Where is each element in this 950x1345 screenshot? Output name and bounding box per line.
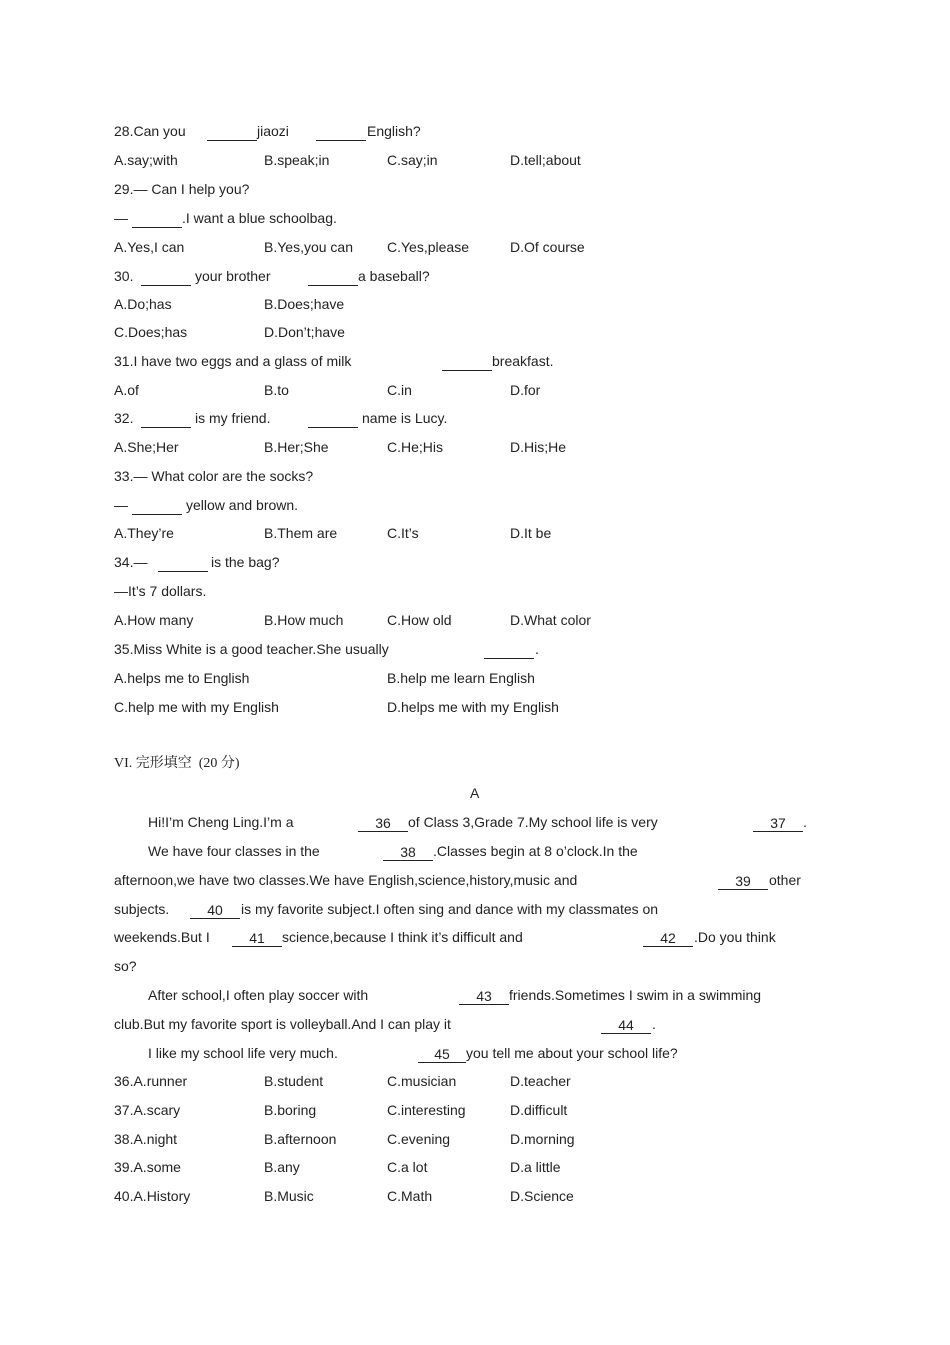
option[interactable]: B.help me learn English [387,670,535,686]
blank[interactable] [158,556,208,572]
q34-num: 34.— [114,554,148,570]
q28-mid: jiaozi [257,123,289,139]
passage-text: I like my school life very much. [148,1045,338,1061]
cloze-blank[interactable]: 41 [232,931,282,947]
passage-label: A [470,785,480,801]
option[interactable]: C.Yes,please [387,239,469,255]
option[interactable]: B.Them are [264,525,338,541]
option[interactable]: B.boring [264,1102,317,1118]
q34-end: is the bag? [211,554,280,570]
option[interactable]: A.Do;has [114,296,172,312]
option[interactable]: A.How many [114,612,194,628]
blank[interactable] [308,412,358,428]
option[interactable]: C.musician [387,1073,457,1089]
option[interactable]: B.Her;She [264,439,329,455]
passage-text: afternoon,we have two classes.We have English,science,history,music and [114,872,578,888]
option[interactable]: C.interesting [387,1102,466,1118]
q32-mid: is my friend. [195,410,271,426]
option[interactable]: D.What color [510,612,591,628]
cloze-blank[interactable]: 42 [643,931,693,947]
option[interactable]: B.any [264,1159,300,1175]
cloze-blank[interactable]: 44 [601,1018,651,1034]
q29-stem: 29.— Can I help you? [114,181,250,197]
q35-stem: 35.Miss White is a good teacher.She usually [114,641,389,657]
option[interactable]: B.How much [264,612,344,628]
option[interactable]: D.His;He [510,439,567,455]
option[interactable]: A.of [114,382,139,398]
q31-stem: 31.I have two eggs and a glass of milk [114,353,352,369]
option[interactable]: C.a lot [387,1159,428,1175]
passage-text: you tell me about your school life? [466,1045,678,1061]
option[interactable]: D.Don’t;have [264,324,345,340]
blank[interactable] [132,499,182,515]
option[interactable]: D.for [510,382,541,398]
option[interactable]: A.say;with [114,152,178,168]
option[interactable]: C.Math [387,1188,433,1204]
option[interactable]: C.say;in [387,152,438,168]
option[interactable]: D.teacher [510,1073,571,1089]
q28-stem: 28.Can you [114,123,186,139]
passage-text: We have four classes in the [148,843,320,859]
option[interactable]: 36.A.runner [114,1073,188,1089]
cloze-blank[interactable]: 43 [459,989,509,1005]
q29-answer: .I want a blue schoolbag. [182,210,337,226]
q32-end: name is Lucy. [362,410,448,426]
passage-text: weekends.But I [114,929,210,945]
option[interactable]: 40.A.History [114,1188,191,1204]
cloze-blank[interactable]: 36 [358,816,408,832]
option[interactable]: A.She;Her [114,439,179,455]
option[interactable]: A.They’re [114,525,174,541]
option[interactable]: B.student [264,1073,324,1089]
cloze-blank[interactable]: 40 [190,903,240,919]
passage-text: friends.Sometimes I swim in a swimming [509,987,762,1003]
option[interactable]: A.Yes,I can [114,239,185,255]
option[interactable]: C.in [387,382,412,398]
cloze-blank[interactable]: 37 [753,816,803,832]
dash: — [114,497,128,513]
option[interactable]: C.It’s [387,525,419,541]
option[interactable]: D.a little [510,1159,561,1175]
q33-end: yellow and brown. [186,497,299,513]
passage-text: .Classes begin at 8 o’clock.In the [433,843,638,859]
passage-text: of Class 3,Grade 7.My school life is very [408,814,658,830]
option[interactable]: D.tell;about [510,152,581,168]
blank[interactable] [316,125,366,141]
q33-stem: 33.— What color are the socks? [114,468,314,484]
blank[interactable] [132,212,182,228]
passage-text: is my favorite subject.I often sing and dance with my classmates on [241,901,659,917]
option[interactable]: C.He;His [387,439,444,455]
q34-reply: —It’s 7 dollars. [114,583,207,599]
cloze-blank[interactable]: 38 [383,845,433,861]
passage-text: subjects. [114,901,170,917]
option[interactable]: D.It be [510,525,552,541]
blank[interactable] [484,643,534,659]
option[interactable]: B.to [264,382,289,398]
cloze-blank[interactable]: 45 [418,1047,466,1063]
option[interactable]: D.helps me with my English [387,699,559,715]
passage-text: so? [114,958,137,974]
option[interactable]: C.help me with my English [114,699,279,715]
dash: — [114,210,128,226]
q32-num: 32. [114,410,134,426]
q28-end: English? [367,123,421,139]
passage-text: .Do you think [694,929,776,945]
passage-text: . [803,814,807,830]
passage-text: Hi!I’m Cheng Ling.I’m a [148,814,294,830]
blank[interactable] [207,125,257,141]
passage-text: club.But my favorite sport is volleyball.And I can play it [114,1016,451,1032]
option[interactable]: B.Music [264,1188,314,1204]
passage-text: science,because I think it’s difficult and [282,929,523,945]
q30-mid: your brother [195,268,271,284]
option[interactable]: D.Science [510,1188,574,1204]
q31-end: breakfast. [492,353,554,369]
passage-text: . [652,1016,656,1032]
q30-num: 30. [114,268,134,284]
cloze-blank[interactable]: 39 [718,874,768,890]
option[interactable]: C.How old [387,612,452,628]
option[interactable]: D.morning [510,1131,575,1147]
blank[interactable] [141,412,191,428]
option[interactable]: D.difficult [510,1102,568,1118]
option[interactable]: B.afternoon [264,1131,337,1147]
option[interactable]: B.speak;in [264,152,330,168]
passage-text: After school,I often play soccer with [148,987,369,1003]
option[interactable]: C.Does;has [114,324,188,340]
option[interactable]: B.Does;have [264,296,345,312]
blank[interactable] [442,355,492,371]
option[interactable]: D.Of course [510,239,585,255]
option[interactable]: A.helps me to English [114,670,250,686]
blank[interactable] [308,270,358,286]
option[interactable]: 39.A.some [114,1159,181,1175]
option[interactable]: B.Yes,you can [264,239,353,255]
blank[interactable] [141,270,191,286]
passage-text: other [769,872,801,888]
q30-end: a baseball? [358,268,430,284]
section-title: VI. 完形填空 (20 分) [114,756,240,771]
option[interactable]: 37.A.scary [114,1102,181,1118]
option[interactable]: C.evening [387,1131,451,1147]
q35-end: . [535,641,539,657]
option[interactable]: 38.A.night [114,1131,178,1147]
